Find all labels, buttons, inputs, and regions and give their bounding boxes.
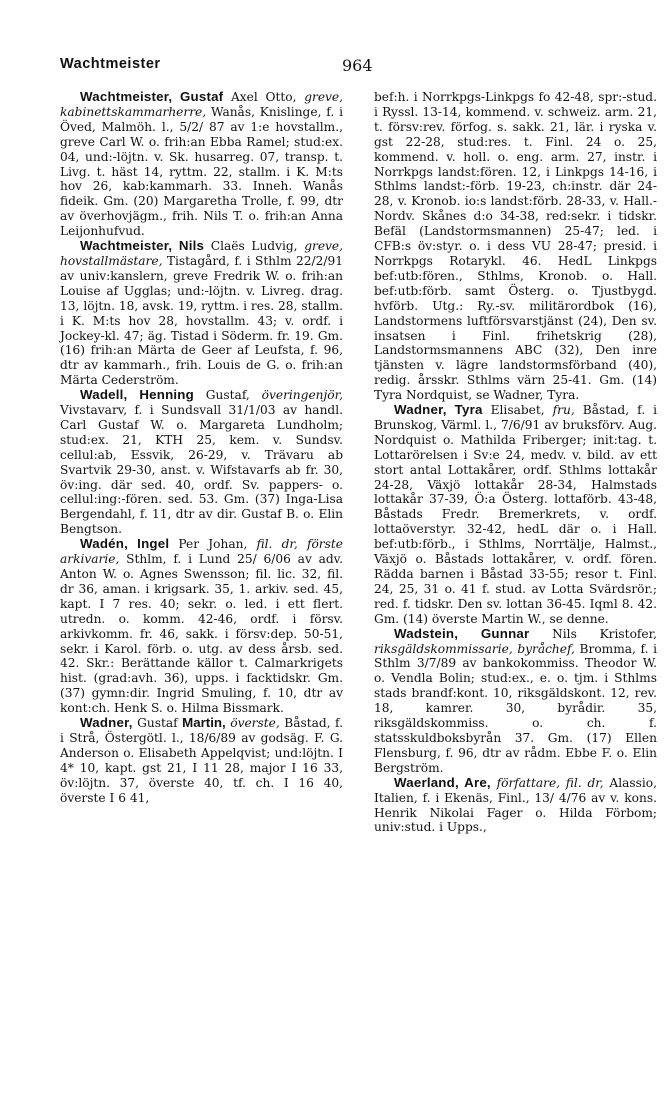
page-header — [60, 56, 658, 80]
entry-text: Alassio, Italien, f. i Ekenäs, Finl., 13/ 4/76 av v. kons. Henrik Nikolai Fager o. Hilda Förbom; univ:stud. i Upps., — [374, 775, 657, 835]
left-column — [60, 90, 343, 806]
entry-headword: Wadell, Henning — [80, 387, 194, 403]
entry-text: Bromma, f. i Sthlm 3/7/89 av bankokommiss. Theodor W. o. Vendla Bolin; stud:ex., e. o. tjm. i Sthlms stads brandf:kont. 10, riksgäldskont. 12, rev. 18, kamrer. 30, byrådir. 35, riksgäldskommiss. o. ch. f. statsskuldboksbyrån 37. Gm. (17) Ellen Flensburg, f. 96, dtr av rådm. Ebbe F. o. Elin Bergström. — [374, 641, 657, 775]
entry-title: fil. dr, förste arkivarie, — [60, 537, 343, 567]
biography-entry — [60, 537, 343, 716]
entry-headword: Wadstein, Gunnar — [394, 625, 530, 641]
entry-title: greve, kabinettskammarherre, — [60, 90, 343, 119]
entry-headword: Wachtmeister, Gustaf — [80, 89, 224, 104]
entry-text: Per Johan, — [169, 537, 257, 552]
entry-text: Båstad, f. i Brunskog, Värml. l., 7/6/91 av bruksförv. Aug. Nordquist o. Mathilda Friberger; init:tag. t. Lottarörelsen i Sv:e 24, medv. v. bild. av ett stort antal Lottakårer, ordf. Sthlms lottakår 24-28, Växjö lottakår 28-34, Halmstads lottakår 37-39, Ö:a Österg. lottaförb. 43-48, Båstads Fredr. Bremerkrets, v. ordf. lottaöverstyr. 32-42, hedL där o. i Hall. bef:utb:förb., i Sthlms, Norrtälje, Halmst., Växjö o. Båstads lottakårer, v. ordf. fören. Rädda barnen i Båstad 33-55; resor t. Finl. 24, 25, 31 o. 41 f. stud. av Lotta Svärdsrör.; red. f. tidskr. Den sv. lottan 36-45. Iqml 8. 42. Gm. (14) överste Martin W., se denne. — [374, 403, 658, 626]
entry-text: Tistagård, f. i Sthlm 22/2/91 av univ:kanslern, greve Fredrik W. o. frih:an Louise af Ugglas; und:-löjtn. v. Livreg. drag. 13, löjtn. 18, avsk. 19, ryttm. i res. 28, stallm. i K. M:ts hov 28, hovstallm. 43; v. ordf. i Jockey-kl. 47; äg. Tistad i Söderm. fr. 19. Gm. (16) frih:an Märta de Geer af Leufsta, f. 96, dtr av kammarh., frih. Louis de G. o. frih:an Märta Cederström. — [60, 253, 343, 388]
page-number: 964 — [342, 56, 373, 75]
right-column — [374, 90, 657, 835]
entry-headword: Wadner, Tyra — [394, 402, 483, 418]
biography-entry — [374, 403, 657, 627]
biography-entry — [60, 239, 343, 388]
entry-title: greve, hovstallmästare, — [60, 239, 343, 268]
entry-text: Nils Kristofer, — [529, 626, 657, 641]
entry-title: författare, fil. dr, — [496, 775, 604, 790]
entry-text: Elisabet, — [482, 403, 553, 418]
entry-headword: Wadén, Ingel — [80, 536, 170, 552]
entry-title: riksgäldskommissarie, byråchef, — [374, 641, 575, 656]
entry-text: Wanås, Knislinge, f. i Öved, Malmöh. l., 5/2/ 87 av 1:e hovstallm., greve Carl W. o. frih:an Ebba Ramel; stud:ex. 04, und:-löjtn. v. Sk. husarreg. 07, transp. t. Livg. t. häst 14, ryttm. 22, stallm. i K. M:ts hov 26, kab:kammarh. 33. Inneh. Wanås fideik. Gm. (20) Margaretha Trolle, f. 99, dtr av överhovjägm., frih. Nils T. o. frih:an Anna Leijonhufvud. — [60, 104, 343, 239]
entry-text: bef:h. i Norrkpgs-Linkpgs fo 42-48, spr:-stud. i Ryssl. 13-14, kommend. v. schweiz. arm. 21, t. försv:rev. förfog. s. sakk. 21, lär. i ryska v. gst 22-28, stud:res. t. Finl. 24 o. 25, kommend. v. holl. o. eng. arm. 27, instr. i Norrkpgs landst:fören. 12, i Linkpgs 14-16, i Sthlms landst:-förb. 19-23, ch:instr. där 24-28, v. Kronob. io:s landst:förb. 28-33, v. Hall.-Nordv. Skånes d:o 34-38, red:sekr. i tidskr. Befäl (Landstormsmannen) 25-47; led. i CFB:s öv:styr. o. i dess VU 28-47; presid. i Norrkpgs Rotarykl. 46. HedL Linkpgs bef:utb:fören., Sthlms, Kronob. o. Hall. bef:utb:förb. samt Österg. o. Tjustbygd. hvförb. Utg.: Ry.-sv. militärordbok (16), Landstormens luftförsvarstjänst (24), Den sv. insatsen i Finl. frihetskrig (28), Landstormsmannens ABC (32), Den inre tjänsten v. lägre landstormsförband (40), redig. årsskr. Sthlms värn 25-41. Gm. (14) Tyra Nordquist, se Wadner, Tyra. — [374, 90, 657, 403]
entry-given-name: Martin, — [182, 715, 226, 731]
entry-continuation — [374, 90, 657, 403]
entry-text: Båstad, f. i Strå, Östergötl. l., 18/6/89 av godsäg. F. G. Anderson o. Elisabeth Appelqvist; und:löjtn. I 4* 10, kapt. gst 21, I 11 28, major I 16 33, öv:löjtn. 37, överste 40, tf. ch. I 16 40, överste I 6 41, — [60, 716, 344, 805]
running-head: Wachtmeister — [60, 56, 161, 72]
entry-text: Vivstavarv, f. i Sundsvall 31/1/03 av handl. Carl Gustaf W. o. Margareta Lundholm; stud:ex. 21, KTH 25, kem. v. Sundsv. cellul:ab, Essvik, 26-29, v. Trävaru ab Svartvik 29-30, anst. v. Wifstavarfs ab fr. 30, öv:ing. där sed. 40, ordf. Sv. pappers- o. cellul:ing:-fören. sed. 53. Gm. (37) Inga-Lisa Bergendahl, f. 11, dtr av dir. Gustaf B. o. Elin Bengtson. — [60, 403, 343, 537]
entry-title: överste, — [230, 716, 280, 731]
entry-text: Axel Otto, — [223, 90, 305, 104]
entry-title: överingenjör, — [261, 388, 343, 403]
biography-entry — [60, 388, 343, 537]
entry-headword: Waerland, Are, — [394, 774, 491, 790]
entry-title: fru, — [552, 403, 575, 418]
biography-entry — [374, 627, 657, 776]
entry-headword: Wadner, — [80, 715, 133, 731]
biography-entry — [60, 716, 343, 805]
entry-text: Claës Ludvig, — [204, 239, 305, 254]
entry-text: Gustaf, — [193, 388, 262, 403]
entry-headword: Wachtmeister, Nils — [80, 238, 205, 254]
entry-text: Gustaf — [132, 716, 183, 731]
biography-entry — [374, 776, 657, 836]
biography-entry — [60, 90, 343, 239]
entry-text: Sthlm, f. i Lund 25/ 6/06 av adv. Anton W. o. Agnes Swensson; fil. lic. 32, fil. dr 36, aman. i krigsark. 35, 1. arkiv. sed. 45, kapt. I 7 res. 40; sekr. o. led. i ett flert. utredn. o. komm. 42-46, ordf. i försv. arkivkomm. fr. 46, sakk. i försv:dep. 50-51, sekr. i Karol. förb. o. utg. av dess årsb. sed. 42. Skr.: Berättande källor t. Calmarkrigets hist. (grad:avh. 36), upps. i facktidskr. Gm. (37) gymn:dir. Ingrid Smuling, f. 10, dtr av kont:ch. Henk S. o. Hilma Bissmark. — [60, 552, 343, 716]
